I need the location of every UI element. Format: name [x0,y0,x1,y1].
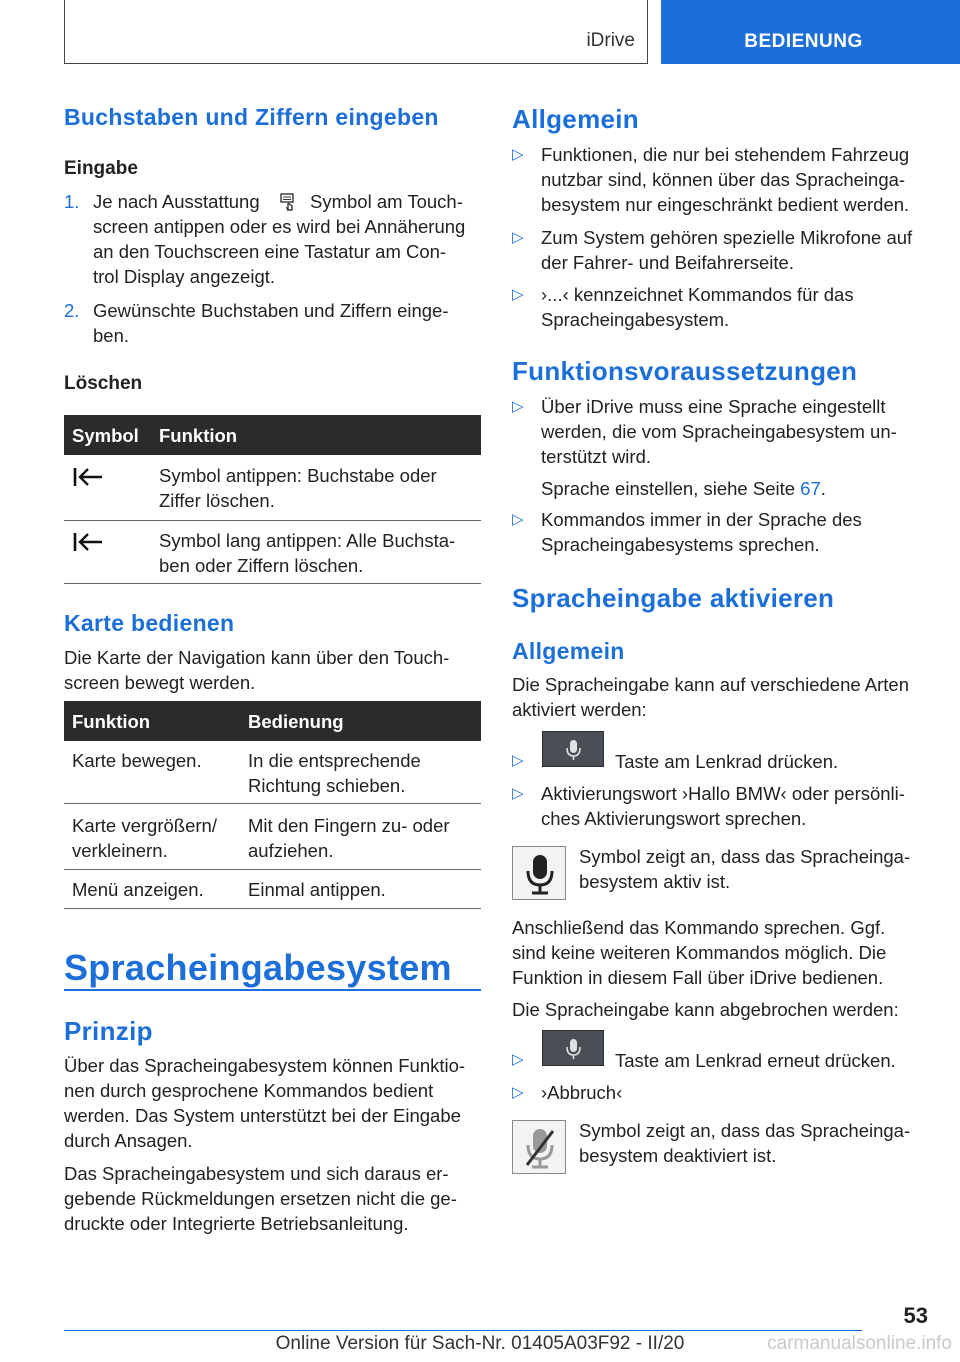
anschl-text: Anschließend das Kommando sprechen. Ggf. [512,917,886,938]
bullet-item [512,781,932,831]
bullet-text: Funktionen, die nur bei stehendem Fahrzeug [541,144,910,165]
bullet-text: Zum System gehören spezielle Mikrofone auf [541,227,913,248]
table-divider [64,583,481,584]
delete-all-icon [72,531,104,553]
karte-text: screen bewegt werden. [64,672,256,693]
bullet-text: werden, die vom Spracheingabesystem un- [541,421,897,442]
page-number: 53 [903,1303,928,1328]
table-divider [64,869,481,870]
table1-cell: Ziffer löschen. [159,490,275,511]
table2-cell: In die entsprechende [248,750,421,771]
bullet-triangle-icon: ▷ [512,146,524,163]
bullet-triangle-icon: ▷ [512,752,524,769]
table2-cell: Karte vergrößern/ [72,815,217,836]
prinzip-text: gebende Rückmeldungen ersetzen nicht die ge- [64,1188,457,1209]
heading-spracheingabesystem: Spracheingabesystem [64,947,452,988]
step-text: trol Display angezeigt. [93,266,276,287]
heading-karte: Karte bedienen [64,610,235,636]
header-section-box [64,0,648,64]
table1-header-symbol: Symbol [72,425,139,446]
prinzip-text: Das Spracheingabesystem und sich daraus er- [64,1163,449,1184]
step-text: Symbol am Touch- [310,191,463,212]
bullet-text: besystem nur eingeschränkt bedient werden. [541,194,910,215]
table2-header-bedienung: Bedienung [248,711,344,732]
microphone-active-icon [512,846,566,900]
step-2 [64,298,481,353]
header-section-title: iDrive [586,30,635,51]
table1-cell: ben oder Ziffern löschen. [159,555,364,576]
table2-cell: verkleinern. [72,840,168,861]
bullet-triangle-icon: ▷ [512,511,524,528]
page-reference-text [541,476,826,501]
table-divider [64,908,481,909]
bullet-text: ›...‹ kennzeichnet Kommandos für das [541,284,854,305]
bullet-text: Über iDrive muss eine Sprache eingestellt [541,396,886,417]
heading-prinzip: Prinzip [64,1016,153,1046]
heading-allgemein: Allgemein [512,104,639,134]
table2-cell: Einmal antippen. [248,879,386,900]
step-number: 2. [64,300,80,321]
prinzip-text: nen durch gesprochene Kommandos bedient [64,1080,434,1101]
footer-online-version: Online Version für Sach-Nr. 01405A03F92 - II/20 [275,1333,685,1354]
table2-cell: Menü anzeigen. [72,879,204,900]
mic-active-text: Symbol zeigt an, dass das Spracheinga- [579,846,911,867]
header-chapter-title: BEDIENUNG [744,31,863,52]
heading-spracheingabe-aktivieren: Spracheingabe aktivieren [512,583,835,613]
bullet-text: Aktivierungswort ›Hallo BMW‹ oder persönli- [541,783,905,804]
abbruch-text: Die Spracheingabe kann abgebrochen werden: [512,999,899,1020]
bullet-text: der Fahrer- und Beifahrerseite. [541,252,794,273]
table1-header [64,415,481,455]
anschl-text: sind keine weiteren Kommandos möglich. Die [512,942,887,963]
bullet-triangle-icon: ▷ [512,229,524,246]
bullet-triangle-icon: ▷ [512,398,524,415]
watermark: carmanualsonline.info [767,1333,952,1354]
bullet-triangle-icon: ▷ [512,1084,524,1101]
bullet-text: Taste am Lenkrad erneut drücken. [615,1050,896,1071]
aktiv-text: aktiviert werden: [512,699,647,720]
bullet-text: nutzbar sind, können über das Spracheinga- [541,169,906,190]
step-text: Gewünschte Buchstaben und Ziffern einge- [93,300,449,321]
bullet-text: Taste am Lenkrad drücken. [615,751,839,772]
bullet-text: ›Abbruch‹ [541,1082,623,1103]
table1-header-funktion: Funktion [159,425,238,446]
karte-text: Die Karte der Navigation kann über den Touch- [64,647,450,668]
microphone-inactive-icon [512,1120,566,1174]
bullet-text: Spracheingabesystem. [541,309,730,330]
mic-active-text: besystem aktiv ist. [579,871,731,892]
table1-cell: Symbol antippen: Buchstabe oder [159,465,437,486]
bullet-text: terstützt wird. [541,446,651,467]
bullet-item [512,507,932,557]
steering-wheel-voice-key-icon [542,731,604,767]
prinzip-text: durch Ansagen. [64,1130,193,1151]
bullet-text: Spracheingabesystems sprechen. [541,534,820,555]
bullet-item [512,282,932,332]
mic-inactive-text: besystem deaktiviert ist. [579,1145,777,1166]
bullet-item [512,225,932,275]
table1-cell: Symbol lang antippen: Alle Buchsta- [159,530,456,551]
heading-eingabe: Eingabe [64,158,138,179]
footer-divider [64,1330,862,1331]
heading-underline [64,989,481,991]
step-number: 1. [64,191,80,212]
heading-buchstaben: Buchstaben und Ziffern eingeben [64,104,439,130]
table2-cell: Richtung schieben. [248,775,406,796]
touch-keyboard-icon [278,192,298,212]
anschl-text: Funktion in diesem Fall über iDrive bedienen. [512,967,884,988]
bullet-item [512,731,932,771]
header-chapter-tab [661,0,960,64]
bullet-item [512,1030,932,1070]
bullet-triangle-icon: ▷ [512,785,524,802]
table2-header [64,701,481,741]
bullet-item [512,142,932,217]
bullet-triangle-icon: ▷ [512,1051,524,1068]
prinzip-text: druckte oder Integrierte Betriebsanleitung. [64,1213,409,1234]
step-text: an den Touchscreen eine Tastatur am Con- [93,241,447,262]
prinzip-text: werden. Das System unterstützt bei der Eingabe [64,1105,461,1126]
bullet-item [512,394,932,499]
table2-header-funktion: Funktion [72,711,151,732]
table2-cell: Mit den Fingern zu- oder [248,815,450,836]
page-reference-label: Sprache einstellen, siehe Seite [541,478,796,499]
step-text: screen antippen oder es wird bei Annäherung [93,216,466,237]
mic-inactive-text: Symbol zeigt an, dass das Spracheinga- [579,1120,911,1141]
heading-funktionsvoraussetzungen: Funktionsvoraussetzungen [512,356,858,386]
delete-back-icon [72,466,104,488]
table-divider [64,520,481,521]
bullet-triangle-icon: ▷ [512,286,524,303]
page-reference-dot: . [820,478,826,499]
prinzip-text: Über das Spracheingabesystem können Funktio- [64,1055,466,1076]
table2-cell: Karte bewegen. [72,750,202,771]
page-link-67[interactable]: 67 [800,478,821,499]
aktiv-text: Die Spracheingabe kann auf verschiedene Arten [512,674,909,695]
bullet-text: Kommandos immer in der Sprache des [541,509,862,530]
step-text: Je nach Ausstattung [93,191,260,212]
heading-allgemein-2: Allgemein [512,638,625,664]
bullet-text: ches Aktivierungswort sprechen. [541,808,807,829]
bullet-item [512,1080,932,1105]
table-divider [64,803,481,804]
steering-wheel-voice-key-icon [542,1030,604,1066]
table2-cell: aufziehen. [248,840,334,861]
step-text: ben. [93,325,130,346]
heading-loeschen: Löschen [64,373,143,394]
